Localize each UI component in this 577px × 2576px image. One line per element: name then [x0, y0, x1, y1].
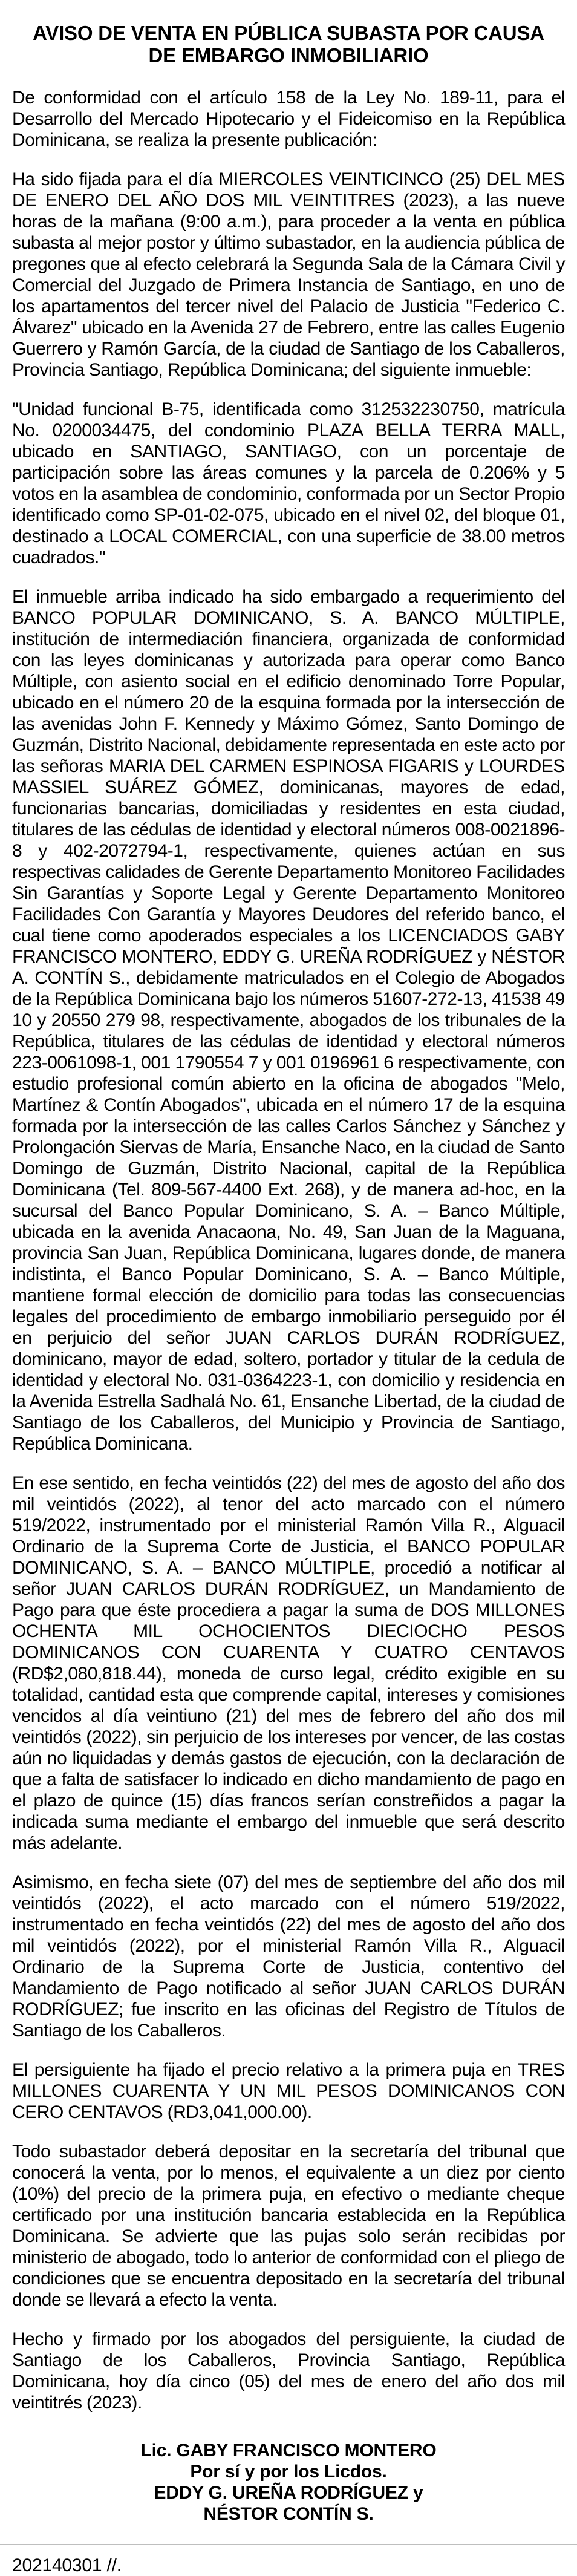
intro-paragraph: De conformidad con el artículo 158 de la Ley No. 189-11, para el Desarrollo del Mercado Hipotecario y el Fideicomiso en la República Dominicana, se realiza la presente publicación: — [12, 88, 565, 150]
payment-order-paragraph: En ese sentido, en fecha veintidós (22) del mes de agosto del año dos mil veintidós (2022), al tenor del acto marcado con el número 519/2022, instrumentado por el ministerial Ramón Villa R., Alguacil Ordinario de la Suprema Corte de Justicia, el BANCO POPULAR DOMINICANO, S. A. – BANCO MÚLTIPLE, procedió a notificar al señor JUAN CARLOS DURÁN RODRÍGUEZ, un Mandamiento de Pago para que éste procediera a pagar la suma de DOS MILLONES OCHENTA MIL OCHOCIENTOS DIECIOCHO PESOS DOMINICANOS CON CUARENTA Y CUATRO CENTAVOS (RD$2,080,818.44), moneda de curso legal, crédito exigible en su totalidad, cantidad esta que comprende capital, intereses y comisiones vencidos al día veintiuno (21) del mes de febrero del año dos mil veintidós (2022), sin perjuicio de los intereses por vencer, de las costas aún no liquidadas y demás gastos de ejecución, con la declaración de que a falta de satisfacer lo indicado en dicho mandamiento de pago en el plazo de quince (15) días francos serían constreñidos a pagar la indicada suma mediante el embargo del inmueble que será descrito más adelante. — [12, 1473, 565, 1853]
deposit-requirement-paragraph: Todo subastador deberá depositar en la secretaría del tribunal que conocerá la venta, por lo menos, el equivalente a un diez por ciento (10%) del precio de la primera puja, en efectivo o mediante cheque certificado por una institución bancaria establecida en la República Dominicana. Se advierte que las pujas solo serán recibidas por ministerio de abogado, todo lo anterior de conformidad con el pliego de condiciones que se encuentra depositado en la secretaría del tribunal donde se llevará a efecto la venta. — [12, 2142, 565, 2310]
signature-line-1: Lic. GABY FRANCISCO MONTERO — [140, 2440, 437, 2460]
signature-block — [12, 2440, 565, 2525]
registration-paragraph: Asimismo, en fecha siete (07) del mes de septiembre del año dos mil veintidós (2022), el acto marcado con el número 519/2022, instrumentado en fecha veintidós (22) del mes de agosto del año dos mil veintidós (2022), por el ministerial Ramón Villa R., Alguacil Ordinario de la Suprema Corte de Justicia, contentivo del Mandamiento de Pago notificado al señor JUAN CARLOS DURÁN RODRÍGUEZ; fue inscrito en las oficinas del Registro de Títulos de Santiago de los Caballeros. — [12, 1872, 565, 2041]
auction-date-paragraph: Ha sido fijada para el día MIERCOLES VEINTICINCO (25) DEL MES DE ENERO DEL AÑO DOS MIL VEINTITRES (2023), a las nueve horas de la mañana (9:00 a.m.), para proceder a la venta en pública subasta al mejor postor y último subastador, en la audiencia pública de pregones que al efecto celebrará la Segunda Sala de la Cámara Civil y Comercial del Juzgado de Primera Instancia de Santiago, en uno de los apartamentos del tercer nivel del Palacio de Justicia "Federico C. Álvarez" ubicado en la Avenida 27 de Febrero, entre las calles Eugenio Guerrero y Ramón García, de la ciudad de Santiago de los Caballeros, Provincia Santiago, República Dominicana; del siguiente inmueble: — [12, 169, 565, 380]
reference-code: 202140301 //. — [12, 2555, 122, 2575]
signature-line-2: Por sí y por los Licdos. — [190, 2462, 387, 2482]
signing-statement-paragraph: Hecho y firmado por los abogados del persiguiente, la ciudad de Santiago de los Caballeros, Provincia Santiago, República Dominicana, hoy día cinco (05) del mes de enero del año dos mil veintitrés (2023). — [12, 2329, 565, 2413]
notice-title-line-2: DE EMBARGO INMOBILIARIO — [148, 44, 429, 67]
signature-line-4: NÉSTOR CONTÍN S. — [203, 2504, 374, 2524]
starting-bid-paragraph: El persiguiente ha fijado el precio relativo a la primera puja en TRES MILLONES CUARENTA Y UN MIL PESOS DOMINICANOS CON CERO CENTAVOS (RD3,041,000.00). — [12, 2060, 565, 2122]
notice-title — [12, 22, 565, 67]
seizing-party-paragraph: El inmueble arriba indicado ha sido embargado a requerimiento del BANCO POPULAR DOMINICANO, S. A. BANCO MÚLTIPLE, institución de intermediación financiera, organizada de conformidad con las leyes dominicanas y autorizada para operar como Banco Múltiple, con asiento social en el edificio denominado Torre Popular, ubicado en el número 20 de la esquina formada por la intersección de las avenidas John F. Kennedy y Máximo Gómez, Santo Domingo de Guzmán, Distrito Nacional, debidamente representada en este acto por las señoras MARIA DEL CARMEN ESPINOSA FIGARIS y LOURDES MASSIEL SUÁREZ GÓMEZ, dominicanas, mayores de edad, funcionarias bancarias, domiciliadas y residentes en esta ciudad, titulares de las cédulas de identidad y electoral números 008-0021896-8 y 402-2072794-1, respectivamente, quienes actúan en sus respectivas calidades de Gerente Departamento Monitoreo Facilidades Sin Garantías y Soporte Legal y Gerente Departamento Monitoreo Facilidades Con Garantía y Mayores Deudores del referido banco, el cual tiene como apoderados especiales a los LICENCIADOS GABY FRANCISCO MONTERO, EDDY G. UREÑA RODRÍGUEZ y NÉSTOR A. CONTÍN S., debidamente matriculados en el Colegio de Abogados de la República Dominicana bajo los números 51607-272-13, 41538 49 10 y 20550 279 98, respectivamente, abogados de los tribunales de la República, titulares de las cédulas de identidad y electoral números 223-0061098-1, 001 1790554 7 y 001 0196961 6 respectivamente, con estudio profesional común abierto en la oficina de abogados "Melo, Martínez & Contín Abogados", ubicada en el número 17 de la esquina formada por la intersección de las calles Carlos Sánchez y Sánchez y Prolongación Siervas de María, Ensanche Naco, en la ciudad de Santo Domingo de Guzmán, Distrito Nacional, capital de la República Dominicana (Tel. 809-567-4400 Ext. 268), y de manera ad-hoc, en la sucursal del Banco Popular Dominicano, S. A. – Banco Múltiple, ubicada en la avenida Anacaona, No. 49, San Juan de la Maguana, provincia San Juan, República Dominicana, lugares donde, de manera indistinta, el Banco Popular Dominicano, S. A. – Banco Múltiple, mantiene formal elección de domicilio para todas las consecuencias legales del procedimiento de embargo inmobiliario perseguido por él en perjuicio del señor JUAN CARLOS DURÁN RODRÍGUEZ, dominicano, mayor de edad, soltero, portador y titular de la cedula de identidad y electoral No. 031-0364223-1, con domicilio y residencia en la Avenida Estrella Sadhalá No. 61, Ensanche Libertad, de la ciudad de Santiago de los Caballeros, del Municipio y Provincia de Santiago, República Dominicana. — [12, 587, 565, 1454]
property-description-paragraph: "Unidad funcional B-75, identificada como 312532230750, matrícula No. 0200034475, del condominio PLAZA BELLA TERRA MALL, ubicado en SANTIAGO, SANTIAGO, con un porcentaje de participación sobre las áreas comunes y la parcela de 0.206% y 5 votos en la asamblea de condominio, conformada por un Sector Propio identificado como SP-01-02-075, ubicado en el nivel 02, del bloque 01, destinado a LOCAL COMERCIAL, con una superficie de 38.00 metros cuadrados." — [12, 399, 565, 567]
signature-line-3: EDDY G. UREÑA RODRÍGUEZ y — [154, 2483, 423, 2503]
notice-title-line-1: AVISO DE VENTA EN PÚBLICA SUBASTA POR CAUSA — [33, 22, 544, 44]
